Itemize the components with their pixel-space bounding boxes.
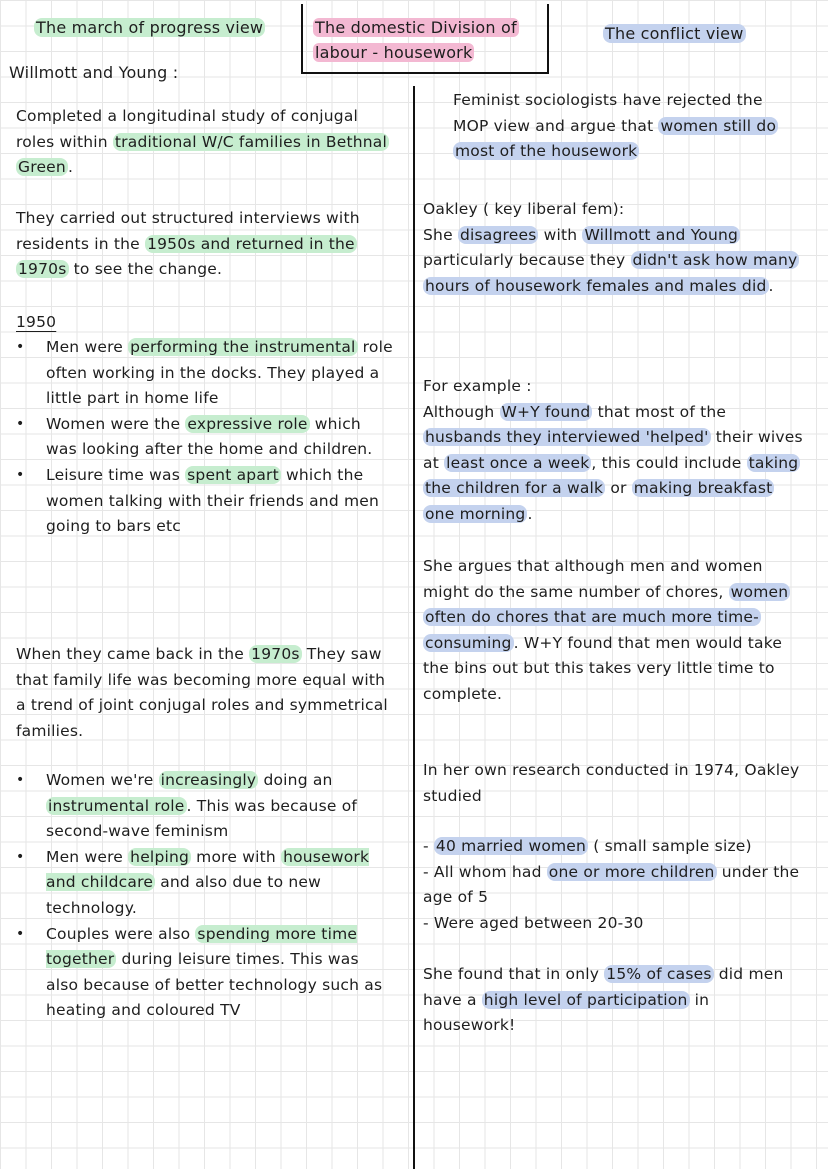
- list-1970: [16, 768, 386, 1024]
- right-paragraph-sample: - 40 married women ( small sample size) - All whom had one or more children under the age of 5 - Were aged between 20-30: [423, 837, 800, 932]
- right-paragraph-findings: She found that in only 15% of cases did men have a high level of participation in housework!: [423, 965, 784, 1035]
- list-item: • Women were the expressive role which was looking after the home and children.: [16, 412, 396, 463]
- left-paragraph-study: Completed a longitudinal study of conjugal roles within traditional W/C families in Bethnal Green .: [16, 107, 387, 177]
- right-paragraph-example: For example : Although W+Y found that most of the husbands they interviewed 'helped' their wives at least once a week , this could include taking the children for a walk or making breakfast one morning .: [423, 377, 803, 523]
- list-item: • Leisure time was spent apart which the women talking with their friends and men going to bars etc: [16, 463, 396, 540]
- right-paragraph-chores: She argues that although men and women might do the same number of chores, women often do chores that are much more time-consuming . W+Y found that men would take the bins out but this takes very little time to complete.: [423, 557, 789, 703]
- year-1950-heading: 1950: [16, 313, 57, 331]
- list-1950: [16, 335, 396, 540]
- authors-heading: Willmott and Young :: [9, 63, 179, 82]
- page-title: The domestic Division of labour - housework: [315, 18, 517, 62]
- header-underline: [301, 72, 549, 74]
- list-item: • Couples were also spending more time together during leisure times. This was also because of better technology such as heating and coloured TV: [16, 922, 386, 1024]
- list-item: • Women we're increasingly doing an instrumental role . This was because of second-wave feminism: [16, 768, 386, 845]
- header-conflict-view: The conflict view: [605, 24, 744, 43]
- left-paragraph-1970s: When they came back in the 1970s They saw that family life was becoming more equal with a trend of joint conjugal roles and symmetrical families.: [16, 645, 388, 740]
- right-paragraph-oakley: Oakley ( key liberal fem): She disagrees with Willmott and Young particularly because they didn't ask how many hours of housework females and males did .: [423, 200, 798, 295]
- right-paragraph-feminist: Feminist sociologists have rejected the MOP view and argue that women still do most of the housework: [453, 91, 777, 161]
- right-paragraph-research: In her own research conducted in 1974, Oakley studied: [423, 761, 800, 805]
- header-march-of-progress: The march of progress view: [36, 18, 264, 37]
- header-right-divider: [547, 4, 549, 74]
- header-left-divider: [301, 4, 303, 74]
- list-item: • Men were performing the instrumental role often working in the docks. They played a little part in home life: [16, 335, 396, 412]
- list-item: • Men were helping more with housework and childcare and also due to new technology.: [16, 845, 386, 922]
- column-divider: [413, 86, 415, 1169]
- left-paragraph-interviews: They carried out structured interviews with residents in the 1950s and returned in the 1970s to see the change.: [16, 209, 360, 279]
